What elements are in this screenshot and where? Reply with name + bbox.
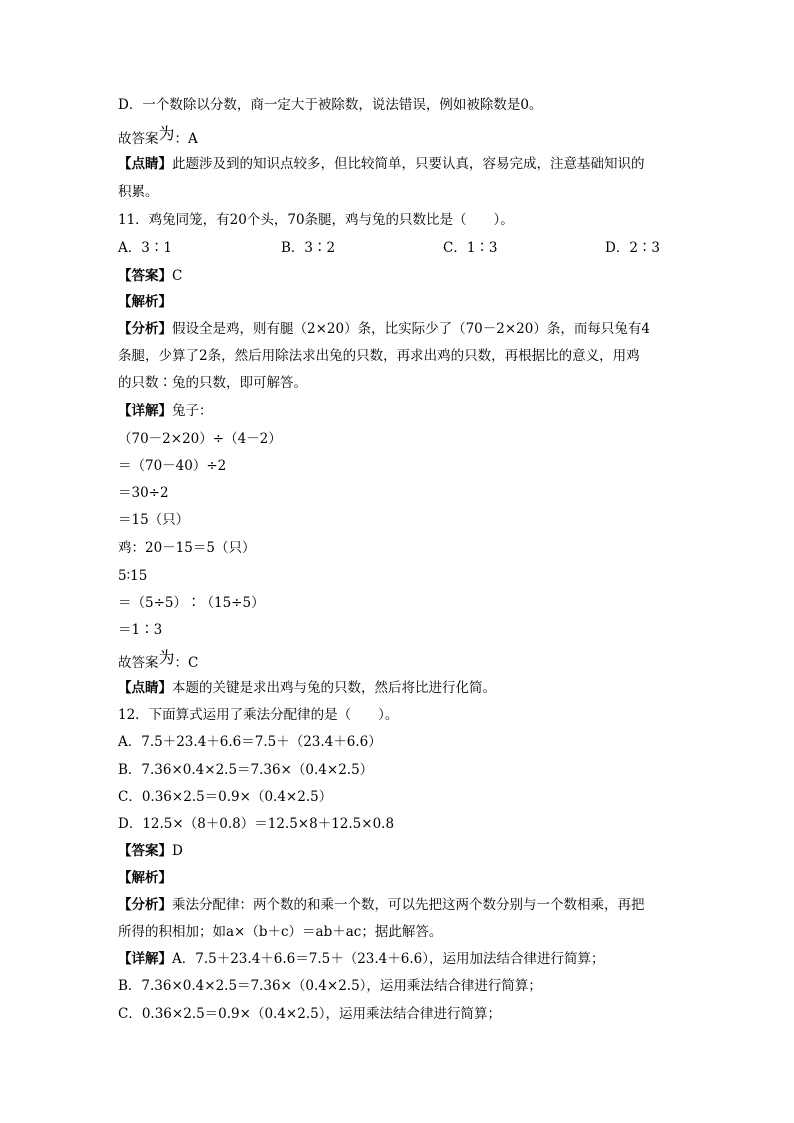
text-line (118, 402, 213, 420)
text-line (118, 1005, 501, 1023)
line-text: ＝（70－40）÷2 (118, 458, 227, 474)
section-tag: 【点睛】 (118, 680, 172, 696)
text-line (118, 923, 442, 941)
text-line (118, 374, 307, 392)
text-line (118, 539, 255, 557)
line-text: D．一个数除以分数，商一定大于被除数，说法错误，例如被除数是0。 (118, 97, 543, 113)
text-line (118, 594, 265, 612)
raised-char: 为 (158, 648, 175, 667)
text-line (118, 648, 199, 672)
text-line (118, 621, 162, 639)
line-text: B．7.36×0.4×2.5＝7.36×（0.4×2.5），运用乘法结合律进行简算； (118, 978, 542, 994)
section-tag: 【详解】 (118, 403, 172, 419)
section-tag: 【点睛】 (118, 156, 172, 172)
text-line (118, 430, 282, 448)
text-line (118, 679, 496, 697)
text-line (118, 96, 542, 114)
line-text: 乘法分配律：两个数的和乘一个数，可以先把这两个数分别与一个数相乘，再把 (172, 897, 645, 913)
answer-option: D．2∶3 (605, 240, 661, 256)
text-line (118, 293, 172, 311)
line-text: D．12.5×（8＋0.8）＝12.5×8＋12.5×0.8 (118, 816, 395, 832)
text-line (118, 124, 198, 148)
text-line (118, 788, 332, 806)
answer-option: A．3∶1 (118, 240, 172, 256)
line-text: C．0.36×2.5＝0.9×（0.4×2.5） (118, 789, 333, 805)
text-line (118, 457, 226, 475)
line-text: ＝15（只） (118, 512, 190, 528)
text-line (118, 950, 605, 968)
text-line (118, 567, 147, 585)
text-line (118, 511, 189, 529)
line-text: 假设全是鸡，则有腿（2×20）条，比实际少了（70－2×20）条，而每只兔有4 (172, 321, 650, 337)
line-text: C (172, 268, 183, 284)
answer-prefix: 故答案 (118, 655, 159, 671)
section-tag: 【分析】 (118, 897, 172, 913)
text-line (118, 706, 398, 724)
line-text: 所得的积相加；如a×（b＋c）＝ab＋ac；据此解答。 (118, 924, 443, 940)
section-tag: 【解析】 (118, 294, 172, 310)
text-line (118, 842, 183, 860)
line-text: A．7.5＋23.4＋6.6＝7.5＋（23.4＋6.6） (118, 734, 382, 750)
text-line (118, 211, 514, 229)
text-line (118, 183, 159, 201)
text-line (118, 155, 645, 173)
line-text: ＝30÷2 (118, 485, 169, 501)
line-text: 5∶15 (118, 568, 148, 584)
line-text: B．7.36×0.4×2.5＝7.36×（0.4×2.5） (118, 762, 374, 778)
line-text: 兔子： (172, 403, 213, 419)
text-line (118, 977, 542, 995)
line-text: （70－2×20）÷（4－2） (118, 431, 282, 447)
line-text: 的只数∶兔的只数，即可解答。 (118, 375, 307, 391)
text-line (118, 267, 182, 285)
line-text: 本题的关键是求出鸡与兔的只数，然后将比进行化简。 (172, 680, 496, 696)
text-line (118, 347, 640, 365)
answer-value: ：A (174, 131, 198, 147)
text-line (118, 320, 650, 338)
text-line (118, 869, 172, 887)
line-text: ＝1∶3 (118, 622, 163, 638)
text-line (118, 815, 394, 833)
line-text: D (172, 843, 183, 859)
text-line (118, 484, 169, 502)
section-tag: 【解析】 (118, 870, 172, 886)
answer-option: C．1∶3 (443, 240, 498, 256)
section-tag: 【答案】 (118, 843, 172, 859)
text-line (118, 896, 645, 914)
answer-value: ：C (174, 655, 199, 671)
line-text: 12．下面算式运用了乘法分配律的是（ ）。 (118, 707, 399, 723)
text-line (118, 761, 373, 779)
line-text: 鸡：20－15＝5（只） (118, 540, 256, 556)
line-text: 11．鸡兔同笼，有20个头，70条腿，鸡与兔的只数比是（ ）。 (118, 212, 514, 228)
line-text: C．0.36×2.5＝0.9×（0.4×2.5），运用乘法结合律进行简算； (118, 1006, 501, 1022)
answer-option: B．3∶2 (281, 240, 336, 256)
line-text: 积累。 (118, 184, 159, 200)
line-text: A．7.5＋23.4＋6.6＝7.5＋（23.4＋6.6），运用加法结合律进行简算； (172, 951, 605, 967)
line-text: 此题涉及到的知识点较多，但比较简单，只要认真，容易完成，注意基础知识的 (172, 156, 645, 172)
line-text: ＝（5÷5）∶（15÷5） (118, 595, 265, 611)
section-tag: 【分析】 (118, 321, 172, 337)
line-text: 条腿，少算了2条，然后用除法求出兔的只数，再求出鸡的只数，再根据比的意义，用鸡 (118, 348, 640, 364)
section-tag: 【答案】 (118, 268, 172, 284)
answer-prefix: 故答案 (118, 131, 159, 147)
raised-char: 为 (158, 124, 175, 143)
text-line (118, 733, 382, 751)
section-tag: 【详解】 (118, 951, 172, 967)
